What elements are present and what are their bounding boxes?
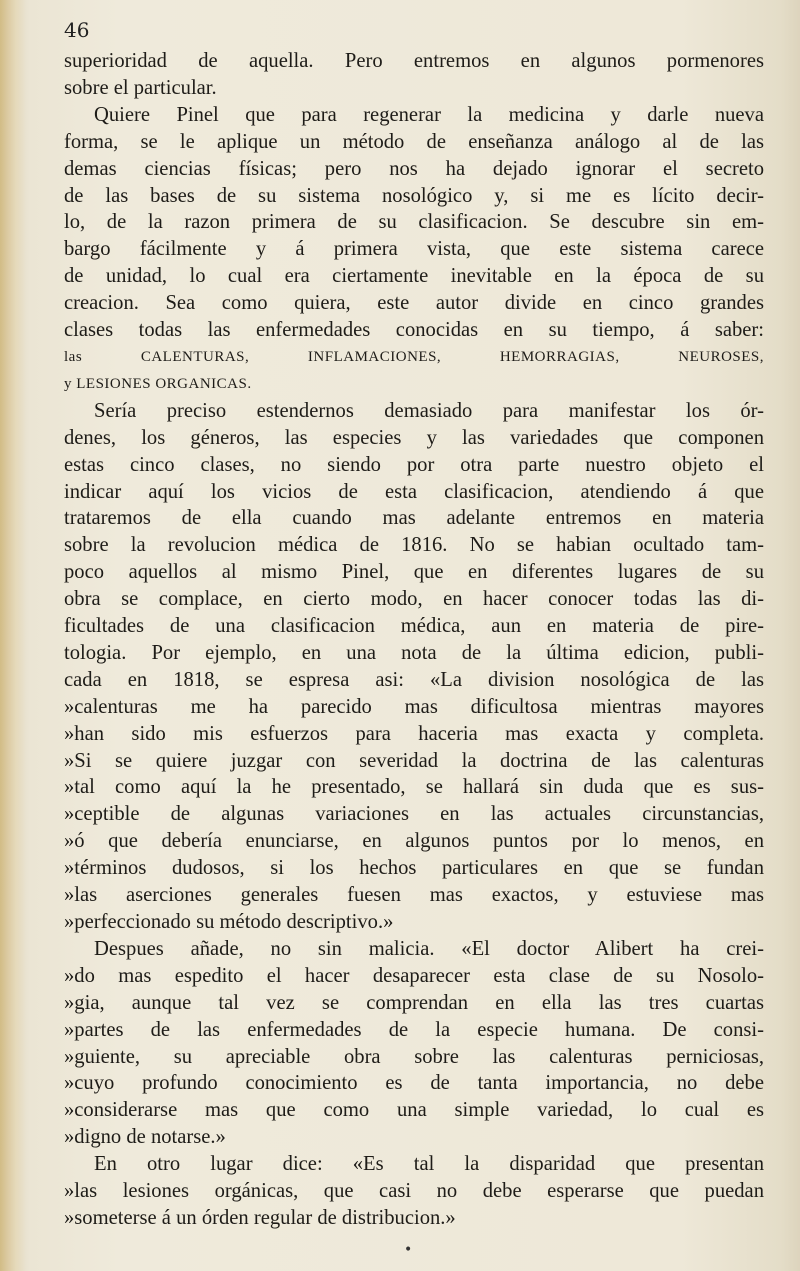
text-line: »términos dudosos, si los hechos particulares en que se fundan (64, 857, 764, 880)
text-line: cada en 1818, se espresa asi: «La division nosológica de las (64, 668, 764, 691)
text-line: »gia, aunque tal vez se comprendan en ella las tres cuartas (64, 991, 764, 1014)
text-line: trataremos de ella cuando mas adelante entremos en materia (64, 507, 764, 530)
text-line: sobre la revolucion médica de 1816. No se habian ocultado tam- (64, 534, 764, 557)
text-line: »someterse á un órden regular de distribucion.» (64, 1206, 456, 1229)
text-line: »digno de notarse.» (64, 1126, 226, 1149)
page-spine-shadow (0, 0, 26, 1271)
text-line: estas cinco clases, no siendo por otra parte nuestro objeto el (64, 453, 764, 476)
text-line: las CALENTURAS, INFLAMACIONES, HEMORRAGIAS, NEUROSES, (64, 348, 764, 365)
page-number: 46 (64, 18, 90, 42)
text-line: de unidad, lo cual era ciertamente inevitable en la época de su (64, 265, 764, 288)
text-line: sobre el particular. (64, 76, 217, 99)
body-text (64, 48, 764, 1232)
text-line: »perfeccionado su método descriptivo.» (64, 911, 394, 933)
text-line: »han sido mis esfuerzos para haceria mas exacta y completa. (64, 722, 764, 745)
text-line: »ceptible de algunas variaciones en las actuales circunstancias, (64, 803, 764, 826)
text-line: »Si se quiere juzgar con severidad la doctrina de las calenturas (64, 749, 764, 772)
text-line: »tal como aquí la he presentado, se hallará sin duda que es sus- (64, 776, 764, 799)
text-line: demas ciencias físicas; pero nos ha dejado ignorar el secreto (64, 157, 764, 180)
text-line: superioridad de aquella. Pero entremos en algunos pormenores (64, 50, 764, 72)
text-line: ficultades de una clasificacion médica, aun en materia de pire- (64, 615, 764, 638)
text-line: lo, de la razon primera de su clasificacion. Se descubre sin em- (64, 211, 764, 234)
text-line: denes, los géneros, las especies y las variedades que componen (64, 426, 764, 449)
text-line: Quiere Pinel que para regenerar la medicina y darle nueva (94, 103, 764, 126)
text-line: poco aquellos al mismo Pinel, que en diferentes lugares de su (64, 561, 764, 584)
bottom-mark: • (404, 1242, 413, 1258)
text-line: y LESIONES ORGANICAS. (64, 375, 252, 392)
text-line: Sería preciso estendernos demasiado para manifestar los ór- (94, 399, 764, 422)
text-line: »las aserciones generales fuesen mas exactos, y estuviese mas (64, 884, 764, 907)
text-line: bargo fácilmente y á primera vista, que este sistema carece (64, 238, 764, 261)
text-line: »las lesiones orgánicas, que casi no debe esperarse que puedan (64, 1180, 764, 1203)
text-line: »ó que debería enunciarse, en algunos puntos por lo menos, en (64, 830, 764, 853)
text-line: »guiente, su apreciable obra sobre las calenturas perniciosas, (64, 1045, 764, 1068)
text-line: indicar aquí los vicios de esta clasificacion, atendiendo á que (64, 480, 764, 503)
text-line: Despues añade, no sin malicia. «El doctor Alibert ha crei- (94, 937, 764, 960)
text-line: »cuyo profundo conocimiento es de tanta importancia, no debe (64, 1072, 764, 1095)
text-line: »partes de las enfermedades de la especie humana. De consi- (64, 1018, 764, 1041)
text-line: obra se complace, en cierto modo, en hacer conocer todas las di- (64, 588, 764, 611)
text-line: tologia. Por ejemplo, en una nota de la última edicion, publi- (64, 641, 764, 664)
text-line: »considerarse mas que como una simple variedad, lo cual es (64, 1099, 764, 1122)
text-line: »do mas espedito el hacer desaparecer esta clase de su Nosolo- (64, 964, 764, 987)
text-line: de las bases de su sistema nosológico y, si me es lícito decir- (64, 184, 764, 207)
text-line: »calenturas me ha parecido mas dificultosa mientras mayores (64, 695, 764, 718)
text-line: En otro lugar dice: «Es tal la disparidad que presentan (94, 1153, 764, 1176)
text-line: forma, se le aplique un método de enseñanza análogo al de las (64, 130, 764, 153)
text-line: creacion. Sea como quiera, este autor divide en cinco grandes (64, 292, 764, 315)
text-line: clases todas las enfermedades conocidas en su tiempo, á saber: (64, 319, 764, 342)
